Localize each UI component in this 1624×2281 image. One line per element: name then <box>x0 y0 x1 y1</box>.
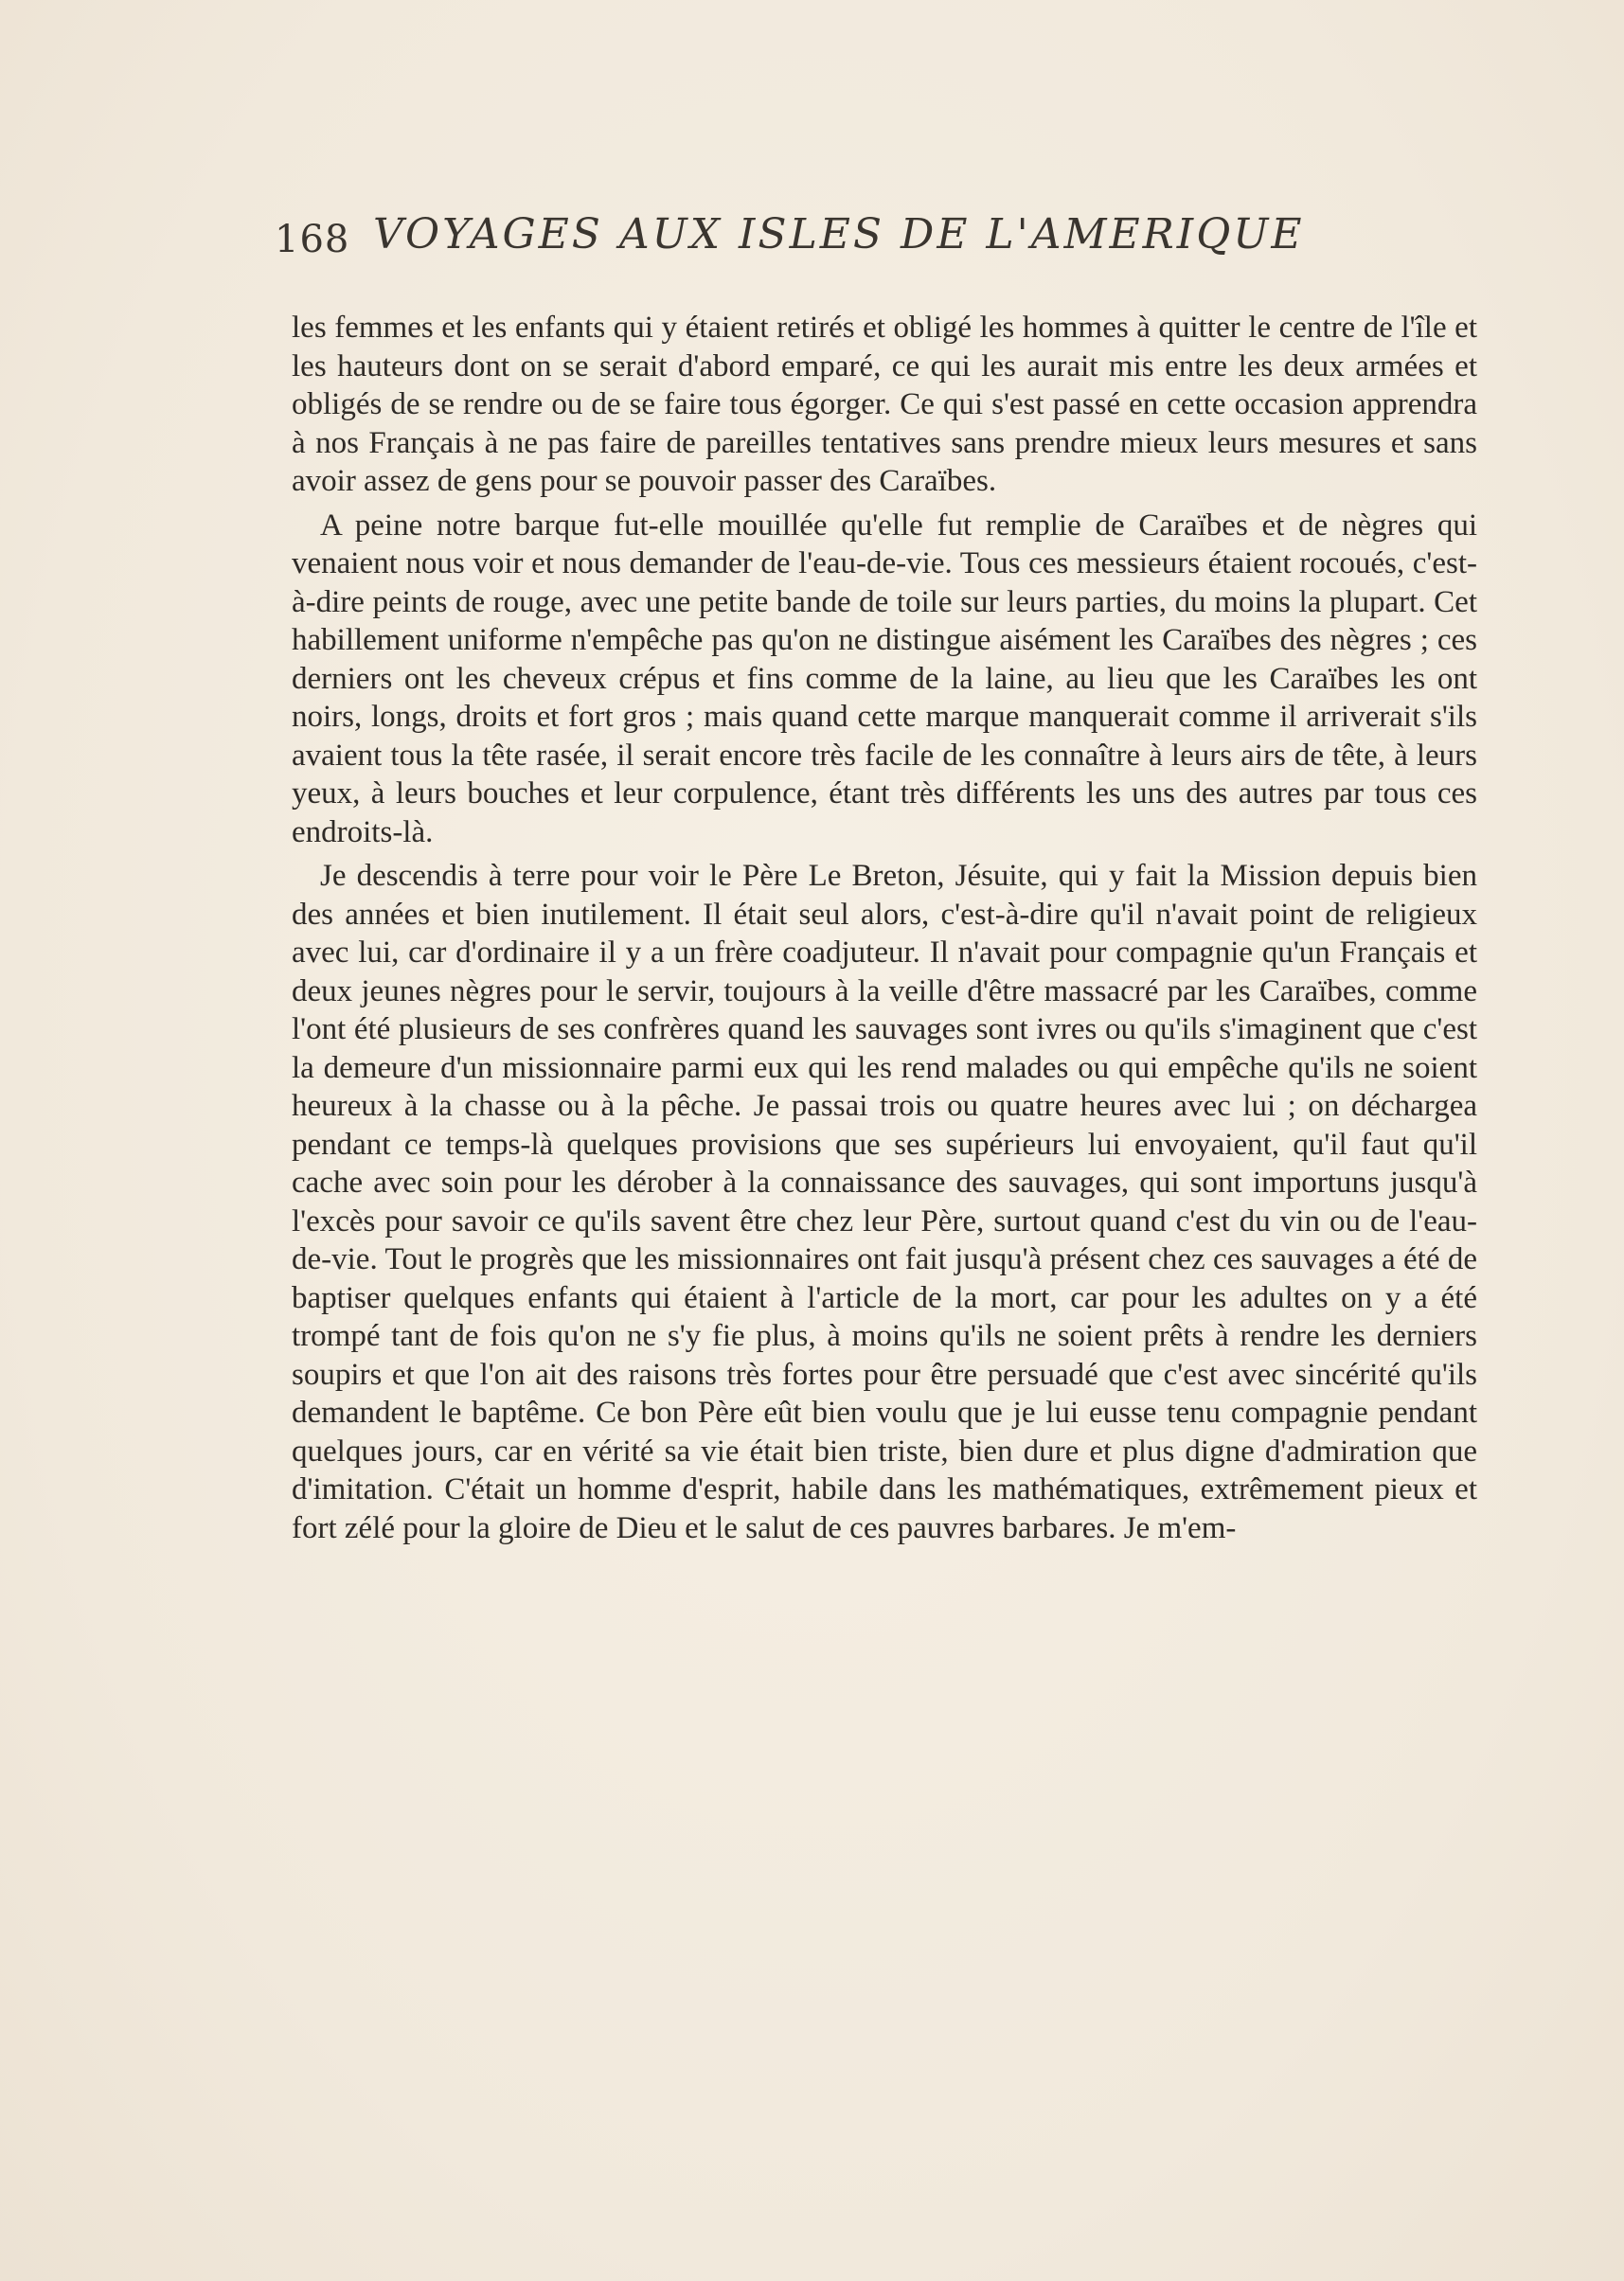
paragraph-2: A peine notre barque fut-elle mouillée qu'elle fut remplie de Caraïbes et de nègres qui venaient nous voir et nous demander de l'eau-de-vie. Tous ces messieurs étaient rocoués, c'est-à-dire peints de rouge, avec une petite bande de toile sur leurs parties, du moins la plupart. Cet habillement uniforme n'empêche pas qu'on ne distingue aisément les Caraïbes des nègres ; ces derniers ont les cheveux crépus et fins comme de la laine, au lieu que les Caraïbes les ont noirs, longs, droits et fort gros ; mais quand cette marque manquerait comme il arriverait s'ils avaient tous la tête rasée, il serait encore très facile de les connaître à leurs airs de tête, à leurs yeux, à leurs bouches et leur corpulence, étant très différents les uns des autres par tous ces endroits-là. <box>292 508 1477 849</box>
body-text <box>292 309 1477 1553</box>
running-head <box>275 210 1392 276</box>
paragraph-3: Je descendis à terre pour voir le Père Le Breton, Jésuite, qui y fait la Mission depuis bien des années et bien inutilement. Il était seul alors, c'est-à-dire qu'il n'avait point de religieux avec lui, car d'ordinaire il y a un frère coadjuteur. Il n'avait pour compagnie qu'un Français et deux jeunes nègres pour le servir, toujours à la veille d'être massacré par les Caraïbes, comme l'ont été plusieurs de ses confrères quand les sauvages sont ivres ou qu'ils s'imaginent que c'est la demeure d'un missionnaire parmi eux qui les rend malades ou qui empêche qu'ils ne soient heureux à la chasse ou à la pêche. Je passai trois ou quatre heures avec lui ; on déchargea pendant ce temps-là quelques provisions que ses supérieurs lui envoyaient, qu'il faut qu'il cache avec soin pour les dérober à la connaissance des sauvages, qui sont importuns jusqu'à l'excès pour savoir ce qu'ils savent être chez leur Père, surtout quand c'est du vin ou de l'eau-de-vie. Tout le progrès que les missionnaires ont fait jusqu'à présent chez ces sauvages a été de baptiser quelques enfants qui étaient à l'article de la mort, car pour les adultes on y a été trompé tant de fois qu'on ne s'y fie plus, à moins qu'ils ne soient prêts à rendre les derniers soupirs et que l'on ait des raisons très fortes pour être persuadé que c'est avec sincérité qu'ils demandent le baptême. Ce bon Père eût bien voulu que je lui eusse tenu compagnie pendant quelques jours, car en vérité sa vie était bien triste, bien dure et plus digne d'admiration que d'imitation. C'était un homme d'esprit, habile dans les mathématiques, extrêmement pieux et fort zélé pour la gloire de Dieu et le salut de ces pauvres barbares. Je m'em- <box>292 859 1477 1545</box>
page-number: 168 <box>275 218 350 261</box>
running-title: VOYAGES AUX ISLES DE L'AMERIQUE <box>373 210 1305 258</box>
paragraph-1: les femmes et les enfants qui y étaient retirés et obligé les hommes à quitter le centre de l'île et les hauteurs dont on se serait d'abord emparé, ce qui les aurait mis entre les deux armées et obligés de se rendre ou de se faire tous égorger. Ce qui s'est passé en cette occasion apprendra à nos Français à ne pas faire de pareilles tentatives sans prendre mieux leurs mesures et sans avoir assez de gens pour se pouvoir passer des Caraïbes. <box>292 311 1477 498</box>
